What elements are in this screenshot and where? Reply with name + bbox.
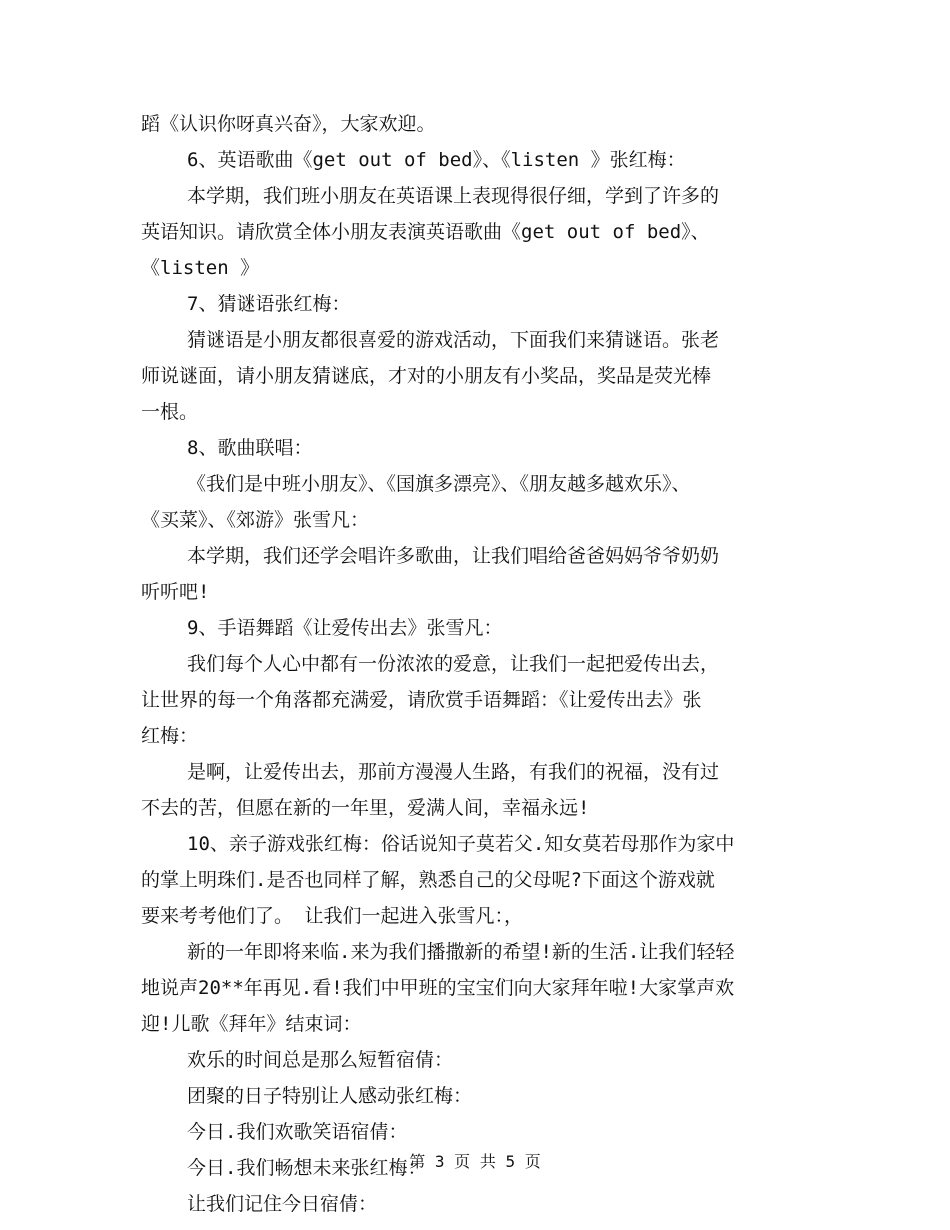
text-line: 的掌上明珠们.是否也同样了解，熟悉自己的父母呢?下面这个游戏就: [141, 869, 715, 891]
text-line: 10、亲子游戏张红梅：俗话说知子莫若父.知女莫若母那作为家中: [187, 833, 735, 855]
page-footer: 第 3 页 共 5 页: [409, 1152, 541, 1171]
text-line: 一根。: [141, 401, 199, 423]
text-line: 英语知识。请欣赏全体小朋友表演英语歌曲《get out of bed》、: [141, 221, 710, 243]
text-line: 猜谜语是小朋友都很喜爱的游戏活动，下面我们来猜谜语。张老: [187, 329, 720, 351]
text-line: 是啊，让爱传出去，那前方漫漫人生路，有我们的祝福，没有过: [187, 761, 720, 783]
text-line: 《listen 》: [141, 257, 260, 279]
text-line: 不去的苦，但愿在新的一年里，爱满人间，幸福永远!: [141, 797, 590, 819]
text-line: 师说谜面，请小朋友猜谜底，才对的小朋友有小奖品，奖品是荧光棒: [141, 365, 712, 387]
text-line: 地说声20**年再见.看!我们中甲班的宝宝们向大家拜年啦!大家掌声欢: [141, 977, 735, 999]
text-line: 《买菜》、《郊游》张雪凡：: [141, 509, 370, 531]
text-line: 本学期，我们还学会唱许多歌曲，让我们唱给爸爸妈妈爷爷奶奶: [187, 545, 720, 567]
text-line: 7、猜谜语张红梅：: [187, 293, 351, 315]
text-line: 本学期，我们班小朋友在英语课上表现得很仔细，学到了许多的: [187, 185, 720, 207]
text-line: 6、英语歌曲《get out of bed》、《listen 》张红梅：: [187, 149, 686, 171]
text-line: 要来考考他们了。 让我们一起进入张雪凡：，: [141, 905, 523, 927]
text-line: 让我们记住今日宿倩：: [187, 1193, 378, 1215]
text-line: 让世界的每一个角落都充满爱，请欣赏手语舞蹈：《让爱传出去》张: [141, 689, 702, 711]
text-line: 我们每个人心中都有一份浓浓的爱意，让我们一起把爱传出去，: [187, 653, 720, 675]
text-line: 红梅：: [141, 725, 199, 747]
document-body: [141, 106, 811, 1222]
text-line: 团聚的日子特别让人感动张红梅：: [187, 1085, 473, 1107]
text-line: 迎!儿歌《拜年》结束词：: [141, 1013, 362, 1035]
text-line: 蹈《认识你呀真兴奋》，大家欢迎。: [141, 113, 436, 135]
text-line: 欢乐的时间总是那么短暂宿倩：: [187, 1049, 454, 1071]
text-line: 新的一年即将来临.来为我们播撒新的希望!新的生活.让我们轻轻: [187, 941, 735, 963]
text-line: 《我们是中班小朋友》、《国旗多漂亮》、《朋友越多越欢乐》、: [187, 473, 691, 495]
text-line: 8、歌曲联唱：: [187, 437, 313, 459]
text-line: 听听吧!: [141, 581, 210, 603]
text-line: 9、手语舞蹈《让爱传出去》张雪凡：: [187, 617, 503, 639]
text-line: 今日.我们欢歌笑语宿倩：: [187, 1121, 408, 1143]
text-line: 今日.我们畅想未来张红梅：: [187, 1157, 427, 1179]
